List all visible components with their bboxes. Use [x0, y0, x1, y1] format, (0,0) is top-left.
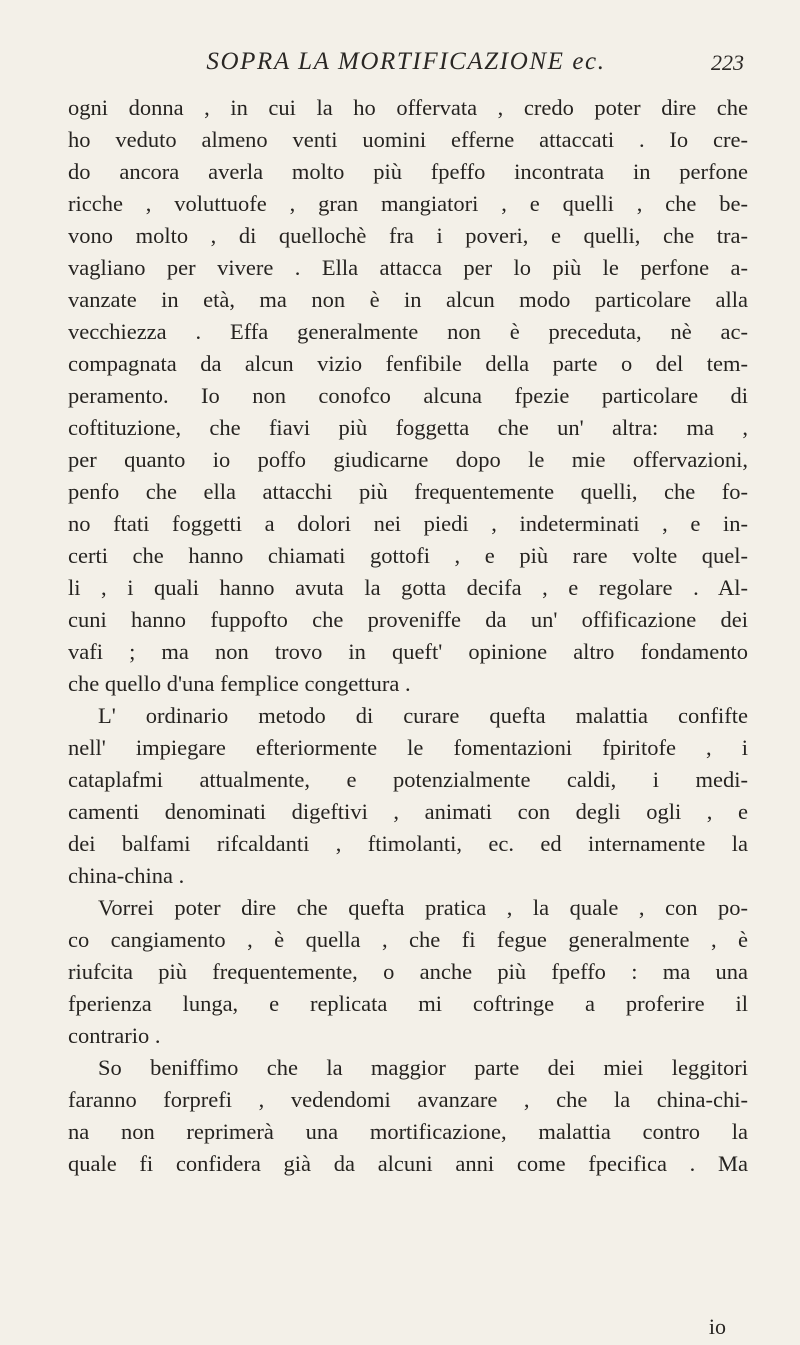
text-line: riufcita più frequentemente, o anche più fpeffo : ma una: [68, 959, 748, 984]
text-line: camenti denominati digeftivi , animati con degli ogli , e: [68, 799, 748, 824]
catchword-line: [0, 1312, 748, 1342]
text-line: per quanto io poffo giudicarne dopo le mie offervazioni,: [68, 447, 748, 472]
text-line: do ancora averla molto più fpeffo incontrata in perfone: [68, 159, 748, 184]
text-line: co cangiamento , è quella , che fi fegue generalmente , è: [68, 927, 748, 952]
text-line: vafi ; ma non trovo in queft' opinione altro fondamento: [68, 639, 748, 664]
text-line: So beniffimo che la maggior parte dei miei leggitori: [98, 1055, 748, 1080]
text-line: contrario .: [68, 1023, 161, 1048]
text-line: fperienza lunga, e replicata mi coftringe a proferire il: [68, 991, 748, 1016]
running-head: [68, 48, 744, 84]
text-line: nell' impiegare efteriormente le fomentazioni fpiritofe , i: [68, 735, 748, 760]
text-line: na non reprimerà una mortificazione, malattia contro la: [68, 1119, 748, 1144]
text-line: che quello d'una femplice congettura .: [68, 671, 411, 696]
text-line: li , i quali hanno avuta la gotta decifa , e regolare . Al-: [68, 575, 748, 600]
text-line: cataplafmi attualmente, e potenzialmente caldi, i medi-: [68, 767, 748, 792]
text-line: L' ordinario metodo di curare quefta malattia confifte: [98, 703, 748, 728]
text-line: vecchiezza . Effa generalmente non è preceduta, nè ac-: [68, 319, 748, 344]
text-line: compagnata da alcun vizio fenfibile della parte o del tem-: [68, 351, 748, 376]
text-line: vono molto , di quellochè fra i poveri, e quelli, che tra-: [68, 223, 748, 248]
text-line: peramento. Io non conofco alcuna fpezie particolare di: [68, 383, 748, 408]
text-line: Vorrei poter dire che quefta pratica , la quale , con po-: [98, 895, 748, 920]
text-line: certi che hanno chiamati gottofi , e più rare volte quel-: [68, 543, 748, 568]
page-number: 223: [711, 50, 744, 75]
text-line: penfo che ella attacchi più frequentemente quelli, che fo-: [68, 479, 748, 504]
text-line: china-china .: [68, 863, 185, 888]
text-line: no ftati foggetti a dolori nei piedi , indeterminati , e in-: [68, 511, 748, 536]
text-line: quale fi confidera già da alcuni anni come fpecifica . Ma: [68, 1151, 748, 1176]
text-line: vanzate in età, ma non è in alcun modo particolare alla: [68, 287, 748, 312]
text-line: dei balfami rifcaldanti , ftimolanti, ec. ed internamente la: [68, 831, 748, 856]
text-line: faranno forprefi , vedendomi avanzare , che la china-chi-: [68, 1087, 748, 1112]
text-line: vagliano per vivere . Ella attacca per lo più le perfone a-: [68, 255, 748, 280]
catchword: io: [708, 1314, 726, 1339]
text-block: [68, 92, 748, 1180]
text-line: cuni hanno fuppofto che proveniffe da un' offificazione dei: [68, 607, 748, 632]
text-line: ricche , voluttuofe , gran mangiatori , e quelli , che be-: [68, 191, 748, 216]
text-line: ogni donna , in cui la ho offervata , credo poter dire che: [68, 95, 748, 120]
running-title: SOPRA LA MORTIFICAZIONE ec.: [206, 48, 606, 75]
text-line: coftituzione, che fiavi più foggetta che un' altra: ma ,: [68, 415, 748, 440]
text-line: ho veduto almeno venti uomini efferne attaccati . Io cre-: [68, 127, 748, 152]
